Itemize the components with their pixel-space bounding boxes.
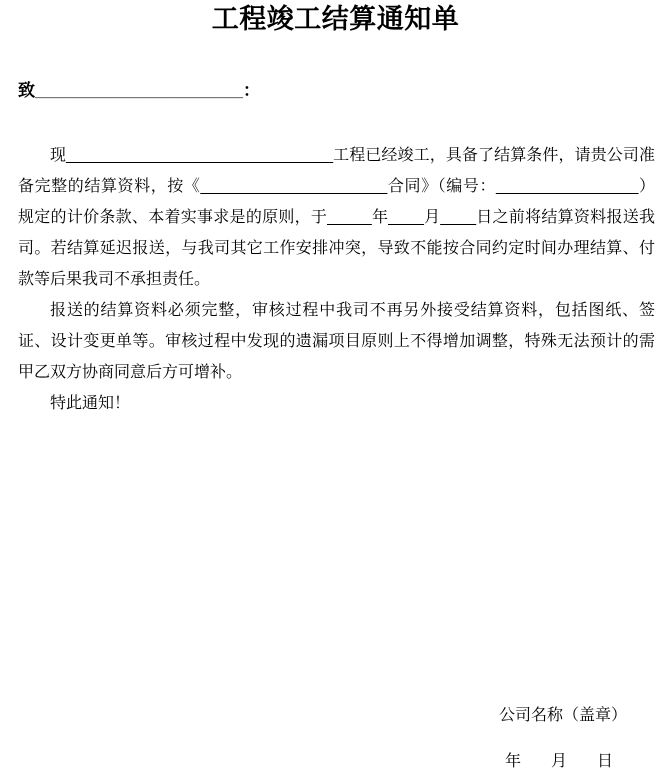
paragraph-settlement-notice: 现______________________________工程已经竣工，具备了结算条件，请贵公司准备完整的结算资料，按《_____________________合同》（编号：________________）规定的计价条款、本着实事求是的原则，于_____年____月____日之前将结算资料报送我司。若结算延迟报送，与我司其它工作安排冲突，导致不能按合同约定时间办理结算、付款等后果我司不承担责任。 <box>18 147 655 288</box>
date-month-label: 月 <box>551 753 568 770</box>
salutation-colon: ： <box>243 81 261 100</box>
paragraph-materials-requirements: 报送的结算资料必须完整，审核过程中我司不再另外接受结算资料，包括图纸、签证、设计变更单等。审核过程中发现的遗漏项目原则上不得增加调整，特殊无法预计的需甲乙双方协商同意后方可增补。 <box>18 302 655 381</box>
document-body <box>18 140 655 419</box>
signature-company-label: 公司名称（盖章） <box>498 707 627 724</box>
signature-date-line <box>505 751 613 773</box>
date-year-label: 年 <box>505 753 522 770</box>
paragraph-hereby-notified: 特此通知！ <box>50 395 131 412</box>
salutation-line <box>18 79 260 103</box>
salutation-prefix: 致 <box>18 81 35 100</box>
document-title: 工程竣工结算通知单 <box>211 4 460 34</box>
recipient-blank: ______________________ <box>35 81 244 100</box>
date-day-label: 日 <box>597 753 614 770</box>
